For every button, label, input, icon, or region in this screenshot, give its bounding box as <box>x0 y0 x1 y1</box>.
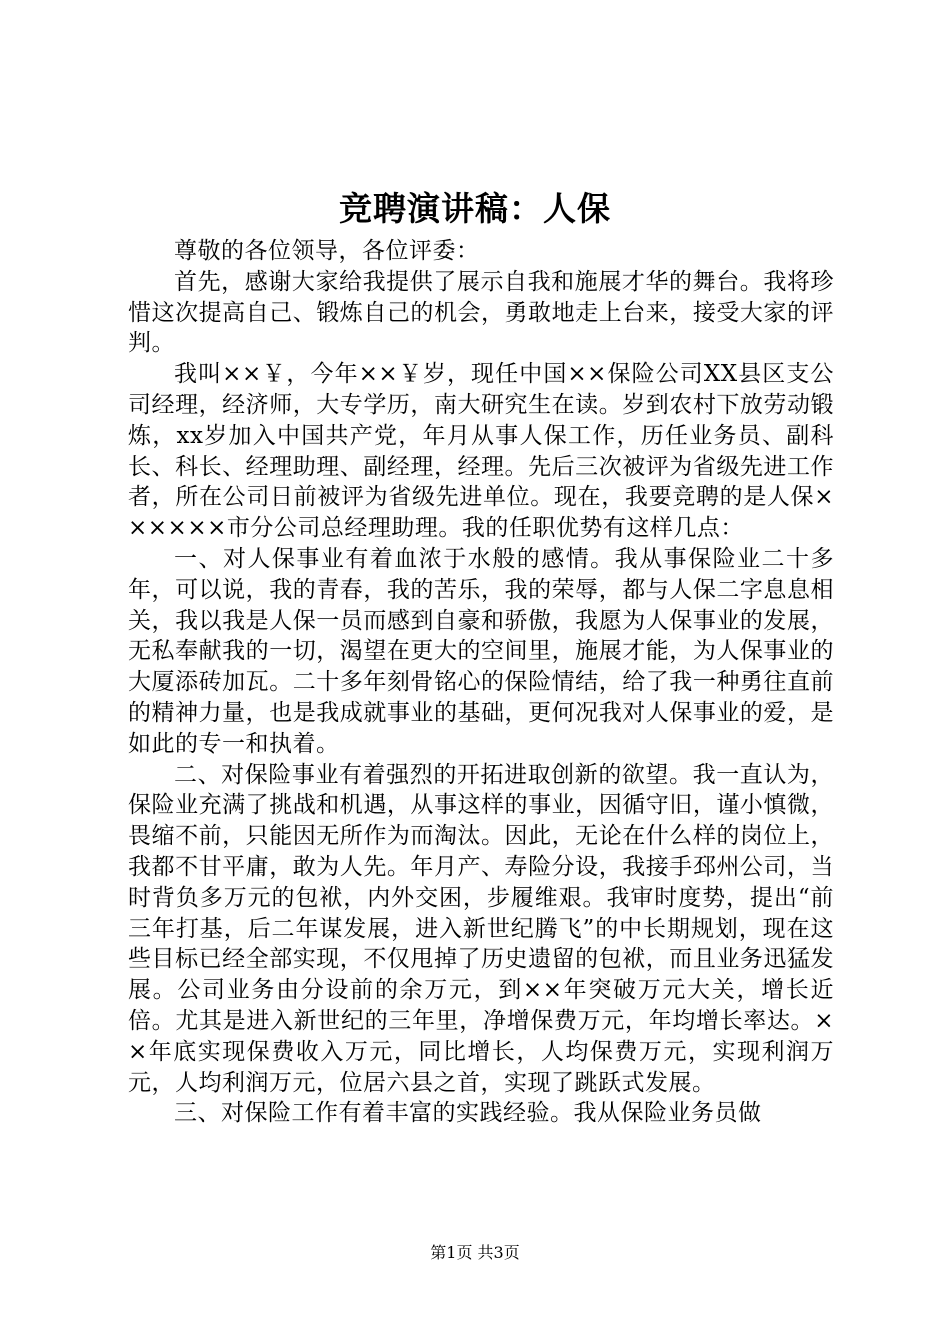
body-paragraph: 首先，感谢大家给我提供了展示自我和施展才华的舞台。我将珍惜这次提高自己、锻炼自己的机会，勇敢地走上台来，接受大家的评判。 <box>128 268 834 357</box>
body-paragraph: 一、对人保事业有着血浓于水般的感情。我从事保险业二十多年，可以说，我的青春，我的苦乐，我的荣辱，都与人保二字息息相关，我以我是人保一员而感到自豪和骄傲，我愿为人保事业的发展，无私奉献我的一切，渴望在更大的空间里，施展才能，为人保事业的大厦添砖加瓦。二十多年刻骨铭心的保险情结，给了我一种勇往直前的精神力量，也是我成就事业的基础，更何况我对人保事业的爱，是如此的专一和执着。 <box>128 545 834 757</box>
body-paragraph: 三、对保险工作有着丰富的实践经验。我从保险业务员做 <box>174 1100 762 1127</box>
document-title: 竞聘演讲稿：人保 <box>339 189 611 228</box>
body-paragraph: 我叫××￥，今年××￥岁，现任中国××保险公司XX县区支公司经理，经济师，大专学历，南大研究生在读。岁到农村下放劳动锻炼，xx岁加入中国共产党，年月从事人保工作，历任业务员、副科长、科长、经理助理、副经理，经理。先后三次被评为省级先进工作者，所在公司日前被评为省级先进单位。现在，我要竞聘的是人保××××××市分公司总经理助理。我的任职优势有这样几点： <box>128 361 834 542</box>
document-body <box>128 236 834 1129</box>
page-number-footer: 第1页 共3页 <box>430 1243 520 1262</box>
body-paragraph: 二、对保险事业有着强烈的开拓进取创新的欲望。我一直认为，保险业充满了挑战和机遇，从事这样的事业，因循守旧，谨小慎微，畏缩不前，只能因无所作为而淘汰。因此，无论在什么样的岗位上，我都不甘平庸，敢为人先。年月产、寿险分设，我接手邳州公司，当时背负多万元的包袱，内外交困，步履维艰。我审时度势，提出“前三年打基，后二年谋发展，进入新世纪腾飞”的中长期规划，现在这些目标已经全部实现，不仅甩掉了历史遗留的包袱，而且业务迅猛发展。公司业务由分设前的余万元，到××年突破万元大关，增长近倍。尤其是进入新世纪的三年里，净增保费万元，年均增长率达。××年底实现保费收入万元，同比增长，人均保费万元，实现利润万元，人均利润万元，位居六县之首，实现了跳跃式发展。 <box>128 761 834 1096</box>
salutation-paragraph: 尊敬的各位领导，各位评委： <box>174 238 480 264</box>
